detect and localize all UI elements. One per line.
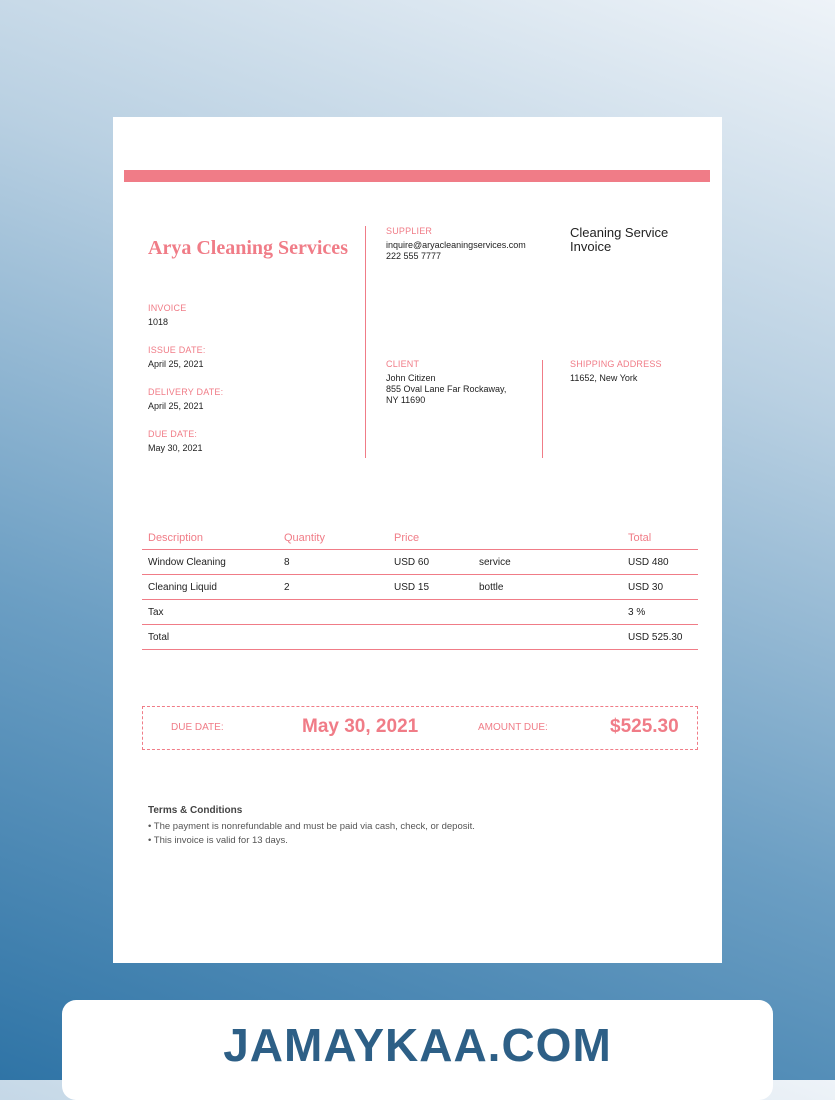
watermark-banner	[62, 1000, 773, 1100]
line-items-table	[142, 525, 698, 650]
issue-date-label: ISSUE DATE:	[148, 345, 206, 355]
supplier-email: inquire@aryacleaningservices.com	[386, 240, 526, 250]
header-quantity: Quantity	[284, 532, 325, 544]
delivery-date-label: DELIVERY DATE:	[148, 387, 224, 397]
terms-item: • The payment is nonrefundable and must be paid via cash, check, or deposit.	[148, 821, 475, 832]
table-row	[142, 550, 698, 575]
column-divider-right	[542, 360, 543, 458]
row-total: USD 30	[628, 582, 664, 593]
client-name: John Citizen	[386, 373, 436, 383]
document-title-line2: Invoice	[570, 239, 612, 254]
amount-due: $525.30	[610, 716, 679, 737]
delivery-date: April 25, 2021	[148, 401, 204, 411]
amount-due-box	[142, 706, 698, 750]
header-description: Description	[148, 532, 204, 544]
terms-title: Terms & Conditions	[148, 805, 243, 816]
table-row	[142, 600, 698, 625]
row-total: USD 525.30	[628, 632, 683, 643]
amount-due-label: AMOUNT DUE:	[478, 722, 548, 733]
issue-date: April 25, 2021	[148, 359, 204, 369]
document-title-line1: Cleaning Service	[570, 225, 669, 240]
terms-list	[148, 820, 475, 848]
terms-item: • This invoice is valid for 13 days.	[148, 835, 288, 846]
row-description: Window Cleaning	[148, 557, 226, 568]
table-row	[142, 625, 698, 650]
company-name: Arya Cleaning Services	[148, 237, 348, 259]
header-price: Price	[394, 532, 420, 544]
due-date-label: DUE DATE:	[148, 429, 198, 439]
row-total: USD 480	[628, 557, 669, 568]
summary-due-date-label: DUE DATE:	[171, 722, 224, 733]
row-unit: service	[479, 557, 511, 568]
row-quantity: 2	[284, 582, 290, 593]
table-header-row	[142, 525, 698, 550]
row-price: USD 60	[394, 557, 430, 568]
row-quantity: 8	[284, 557, 290, 568]
due-date: May 30, 2021	[148, 443, 203, 453]
row-description: Cleaning Liquid	[148, 582, 217, 593]
client-label: CLIENT	[386, 359, 420, 369]
shipping-address: 11652, New York	[570, 373, 638, 383]
client-address-line2: NY 11690	[386, 395, 426, 405]
invoice-page	[113, 117, 722, 963]
header-total: Total	[628, 532, 652, 544]
client-address-line1: 855 Oval Lane Far Rockaway,	[386, 384, 507, 394]
table-row	[142, 575, 698, 600]
column-divider-left	[365, 226, 366, 458]
row-unit: bottle	[479, 582, 504, 593]
row-price: USD 15	[394, 582, 430, 593]
summary-due-date: May 30, 2021	[302, 716, 419, 737]
site-watermark: JAMAYKAA.COM	[223, 1019, 612, 1071]
invoice-number-label: INVOICE	[148, 303, 187, 313]
document-title	[570, 226, 668, 254]
header-accent-bar	[124, 170, 710, 182]
supplier-phone: 222 555 7777	[386, 251, 442, 261]
row-total: 3 %	[628, 607, 646, 618]
shipping-address-label: SHIPPING ADDRESS	[570, 359, 662, 369]
supplier-label: SUPPLIER	[386, 226, 433, 236]
row-description: Tax	[148, 607, 164, 618]
invoice-number: 1018	[148, 317, 169, 327]
row-description: Total	[148, 632, 170, 643]
